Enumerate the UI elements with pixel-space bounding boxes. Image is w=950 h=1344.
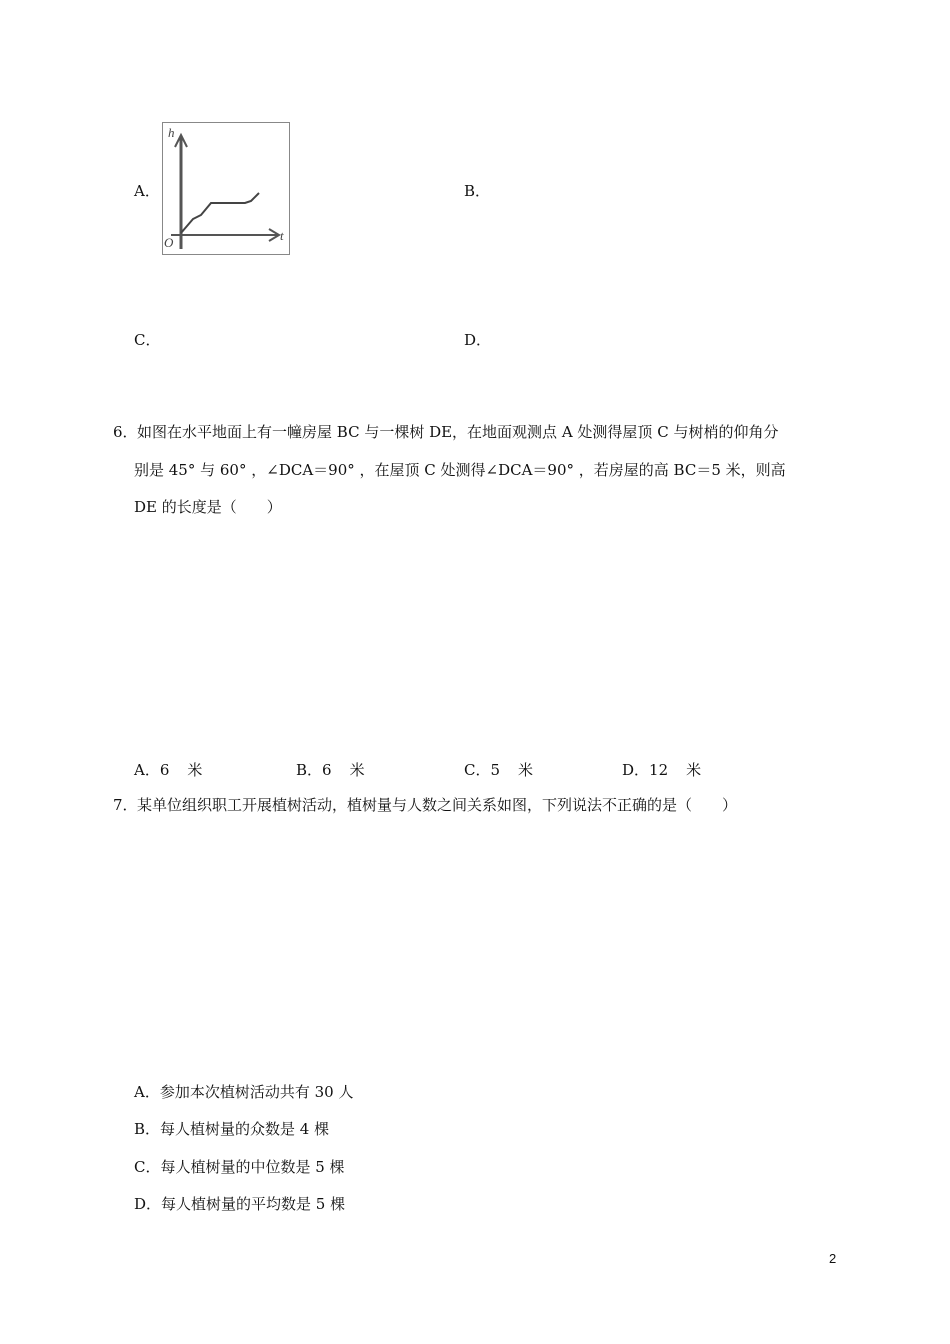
q5-graph-x-label: t [280,228,284,243]
q5-option-d: D． [464,331,492,349]
q5-graph-origin-label: O [164,235,174,250]
q7-option-c: C．每人植树量的中位数是 5 棵 [134,1158,345,1176]
q7-option-b: B．每人植树量的众数是 4 棵 [134,1120,330,1138]
q6-option-d: D．12 米 [622,761,702,779]
q7-option-d: D．每人植树量的平均数是 5 棵 [134,1195,346,1213]
q5-option-a: A． [134,182,160,200]
q6-stem-line-1: 如图在水平地面上有一幢房屋 BC 与一棵树 DE，在地面观测点 A 处测得屋顶 C 与树梢的仰角分 [137,423,779,441]
q5-graph-y-label: h [168,125,175,140]
q5-option-c: C． [134,331,161,349]
q6-option-b: B．6 米 [296,761,365,779]
q6-stem-line-3: DE 的长度是（ ） [134,498,282,516]
q7-number: 7． [113,796,138,814]
q7-option-a: A．参加本次植树活动共有 30 人 [134,1083,354,1101]
q6-number: 6． [113,423,138,441]
q5-option-a-graph [162,122,290,255]
q6-option-a: A．6 米 [134,761,203,779]
q7-stem: 某单位组织职工开展植树活动，植树量与人数之间关系如图，下列说法不正确的是（ ） [137,796,738,814]
q5-option-b: B． [464,182,491,200]
page-number: 2 [829,1251,837,1266]
q6-option-c: C．5 米 [464,761,534,779]
q6-stem-line-2: 别是 45° 与 60° ，∠DCA＝90° ，在屋顶 C 处测得∠DCA＝90° ，若房屋的高 BC＝5 米，则高 [134,461,786,479]
